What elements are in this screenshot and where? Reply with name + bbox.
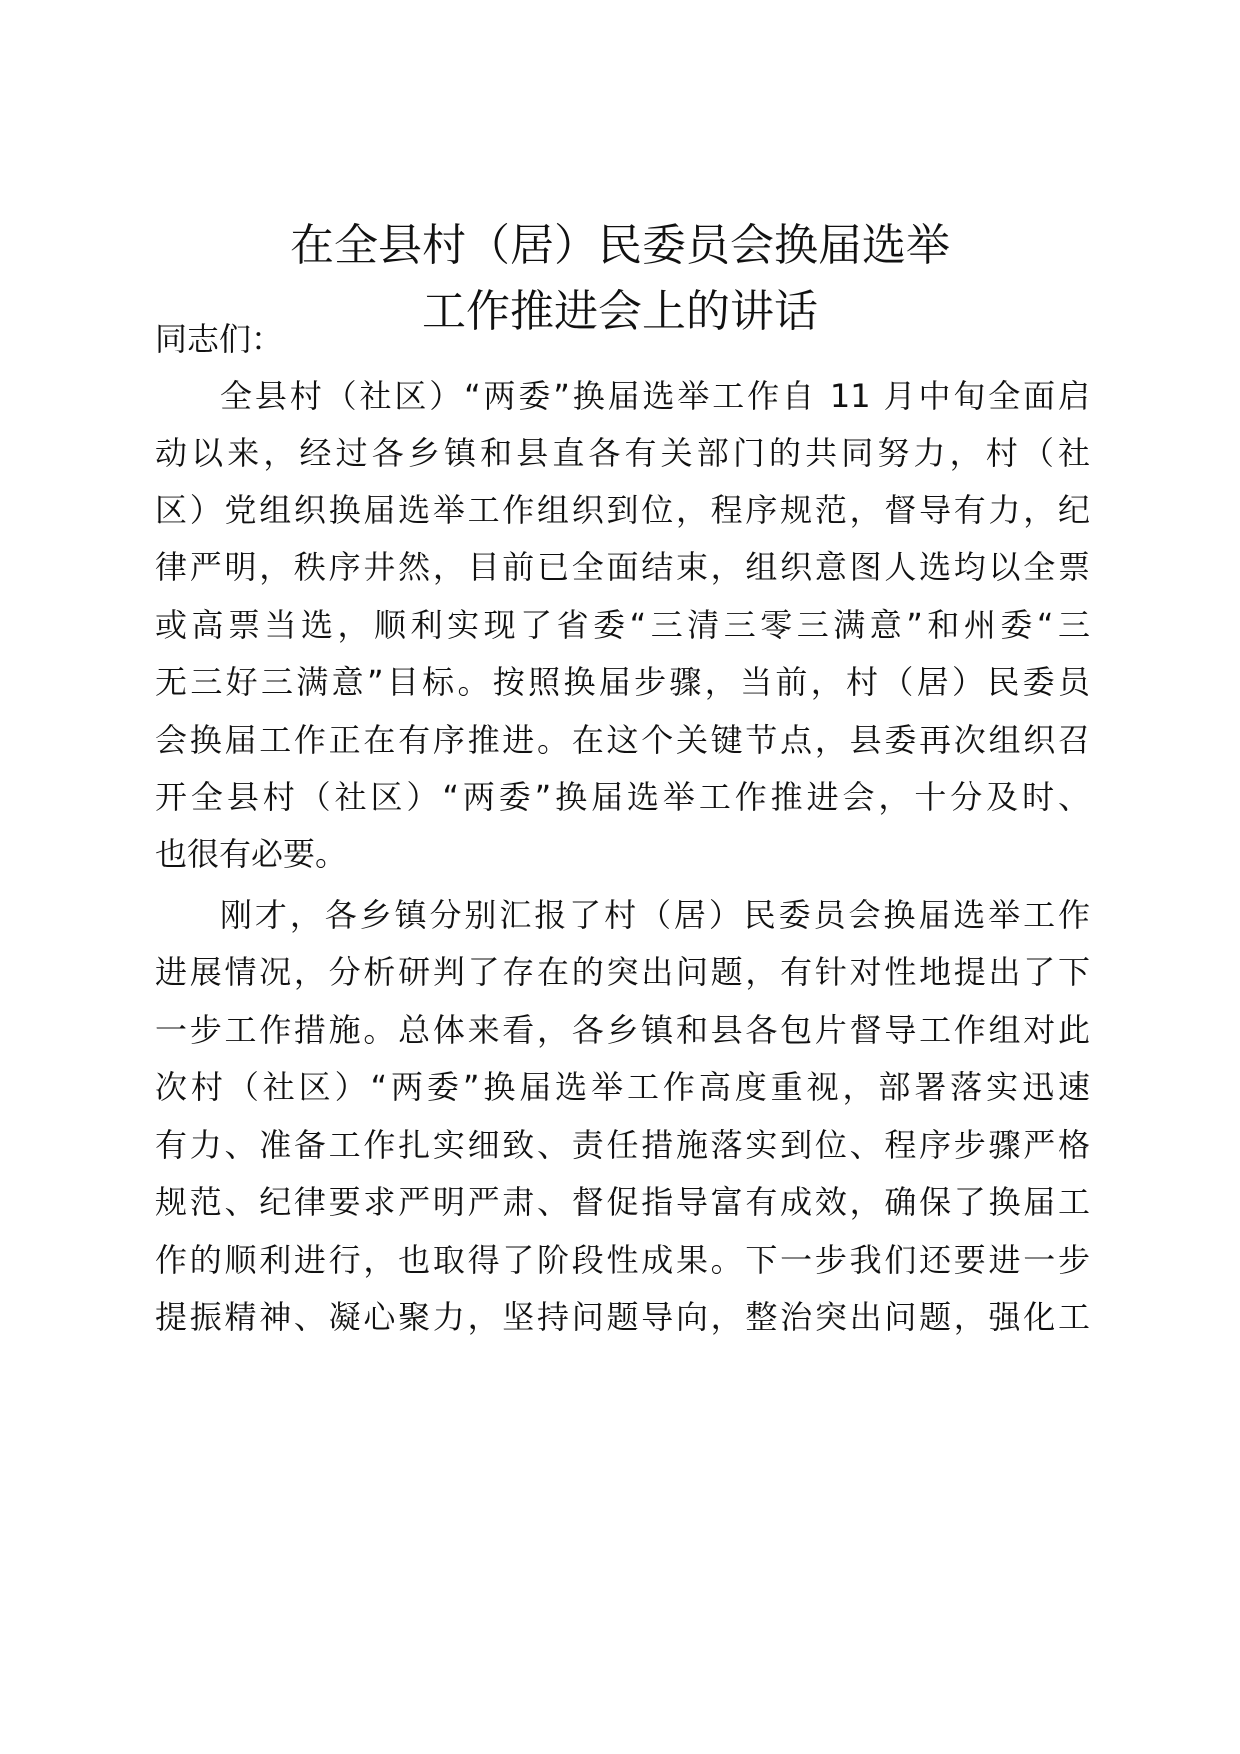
document-title-line-1: 在全县村（居）民委员会换届选举 (290, 220, 950, 271)
paragraph-1-line: 全县村（社区）“两委”换届选举工作自 11 月中旬全面启 (220, 377, 1090, 415)
paragraph-2-line: 作的顺利进行，也取得了阶段性成果。下一步我们还要进一步 (155, 1241, 1090, 1279)
salutation: 同志们： (155, 320, 284, 358)
paragraph-2-line: 规范、纪律要求严明严肃、督促指导富有成效，确保了换届工 (155, 1183, 1090, 1221)
document-title-line-2: 工作推进会上的讲话 (422, 286, 818, 337)
paragraph-1-line: 区）党组织换届选举工作组织到位，程序规范，督导有力，纪 (155, 491, 1090, 529)
paragraph-1-line: 开全县村（社区）“两委”换届选举工作推进会，十分及时、 (155, 778, 1090, 816)
paragraph-2-line: 次村（社区）“两委”换届选举工作高度重视，部署落实迅速 (155, 1068, 1090, 1106)
paragraph-1-line: 律严明，秩序井然，目前已全面结束，组织意图人选均以全票 (155, 548, 1090, 586)
paragraph-2-line: 刚才，各乡镇分别汇报了村（居）民委员会换届选举工作 (220, 896, 1090, 934)
paragraph-1-line: 也很有必要。 (155, 835, 348, 873)
paragraph-1-line: 或高票当选，顺利实现了省委“三清三零三满意”和州委“三 (155, 606, 1090, 644)
paragraph-2-line: 进展情况，分析研判了存在的突出问题，有针对性地提出了下 (155, 953, 1090, 991)
paragraph-2-line: 有力、准备工作扎实细致、责任措施落实到位、程序步骤严格 (155, 1126, 1090, 1164)
paragraph-1-line: 无三好三满意”目标。按照换届步骤，当前，村（居）民委员 (155, 663, 1090, 701)
paragraph-2-line: 一步工作措施。总体来看，各乡镇和县各包片督导工作组对此 (155, 1011, 1090, 1049)
paragraph-1-line: 会换届工作正在有序推进。在这个关键节点，县委再次组织召 (155, 721, 1090, 759)
paragraph-2-line: 提振精神、凝心聚力，坚持问题导向，整治突出问题，强化工 (155, 1298, 1090, 1336)
paragraph-1-line: 动以来，经过各乡镇和县直各有关部门的共同努力，村（社 (155, 434, 1090, 472)
